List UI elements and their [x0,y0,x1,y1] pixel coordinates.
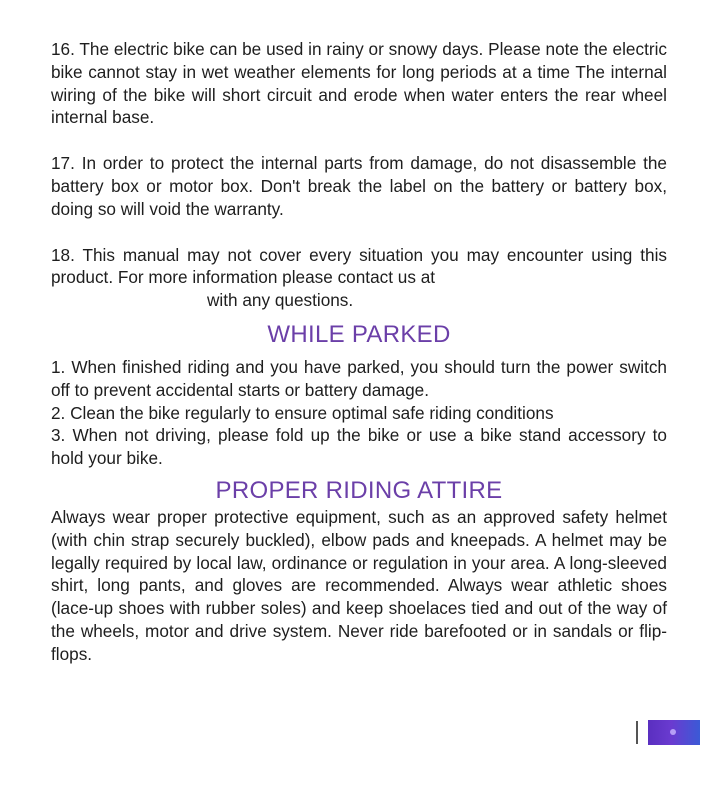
paragraph-18-tail: with any questions. [207,290,354,311]
paragraph-18 [51,244,667,312]
paragraph-18-text: 18. This manual may not cover every situation you may encounter using this product. For more information please contact us at [51,244,667,288]
spacer [51,129,667,152]
parked-item-2: 2. Clean the bike regularly to ensure optimal safe riding conditions [51,402,554,423]
paragraph-16: 16. The electric bike can be used in rainy or snowy days. Please note the electric bike cannot stay in wet weather elements for long periods at a time The internal wiring of the bike will short circuit and erode when water enters the rear wheel internal base. [51,39,667,128]
proper-attire-heading: PROPER RIDING ATTIRE [215,476,503,504]
attire-paragraph: Always wear proper protective equipment, such as an approved safety helmet (with chin strap securely buckled), elbow pads and kneepads. A helmet may be legally required by local law, ordinance or regulation in your area. A long-sleeved shirt, long pants, and gloves are recommended. Always wear athletic shoes (lace-up shoes with rubber soles) and keep shoelaces tied and out of the way of the wheels, motor and drive system. Never ride barefooted or in sandals or flip-flops. [51,506,667,664]
while-parked-heading: WHILE PARKED [267,320,451,348]
paragraph-17: 17. In order to protect the internal parts from damage, do not disassemble the battery box or motor box. Don't break the label on the battery or battery box, doing so will void the warranty. [51,153,667,219]
spacer [51,221,667,244]
parked-item-1: 1. When finished riding and you have parked, you should turn the power switch off to prevent accidental starts or battery damage. [51,356,667,400]
parked-item-3: 3. When not driving, please fold up the bike or use a bike stand accessory to hold your bike. [51,425,667,469]
page-marker-swatch [648,720,700,745]
sparkle-icon [670,729,676,735]
page-divider [636,721,638,744]
manual-page [51,38,667,666]
